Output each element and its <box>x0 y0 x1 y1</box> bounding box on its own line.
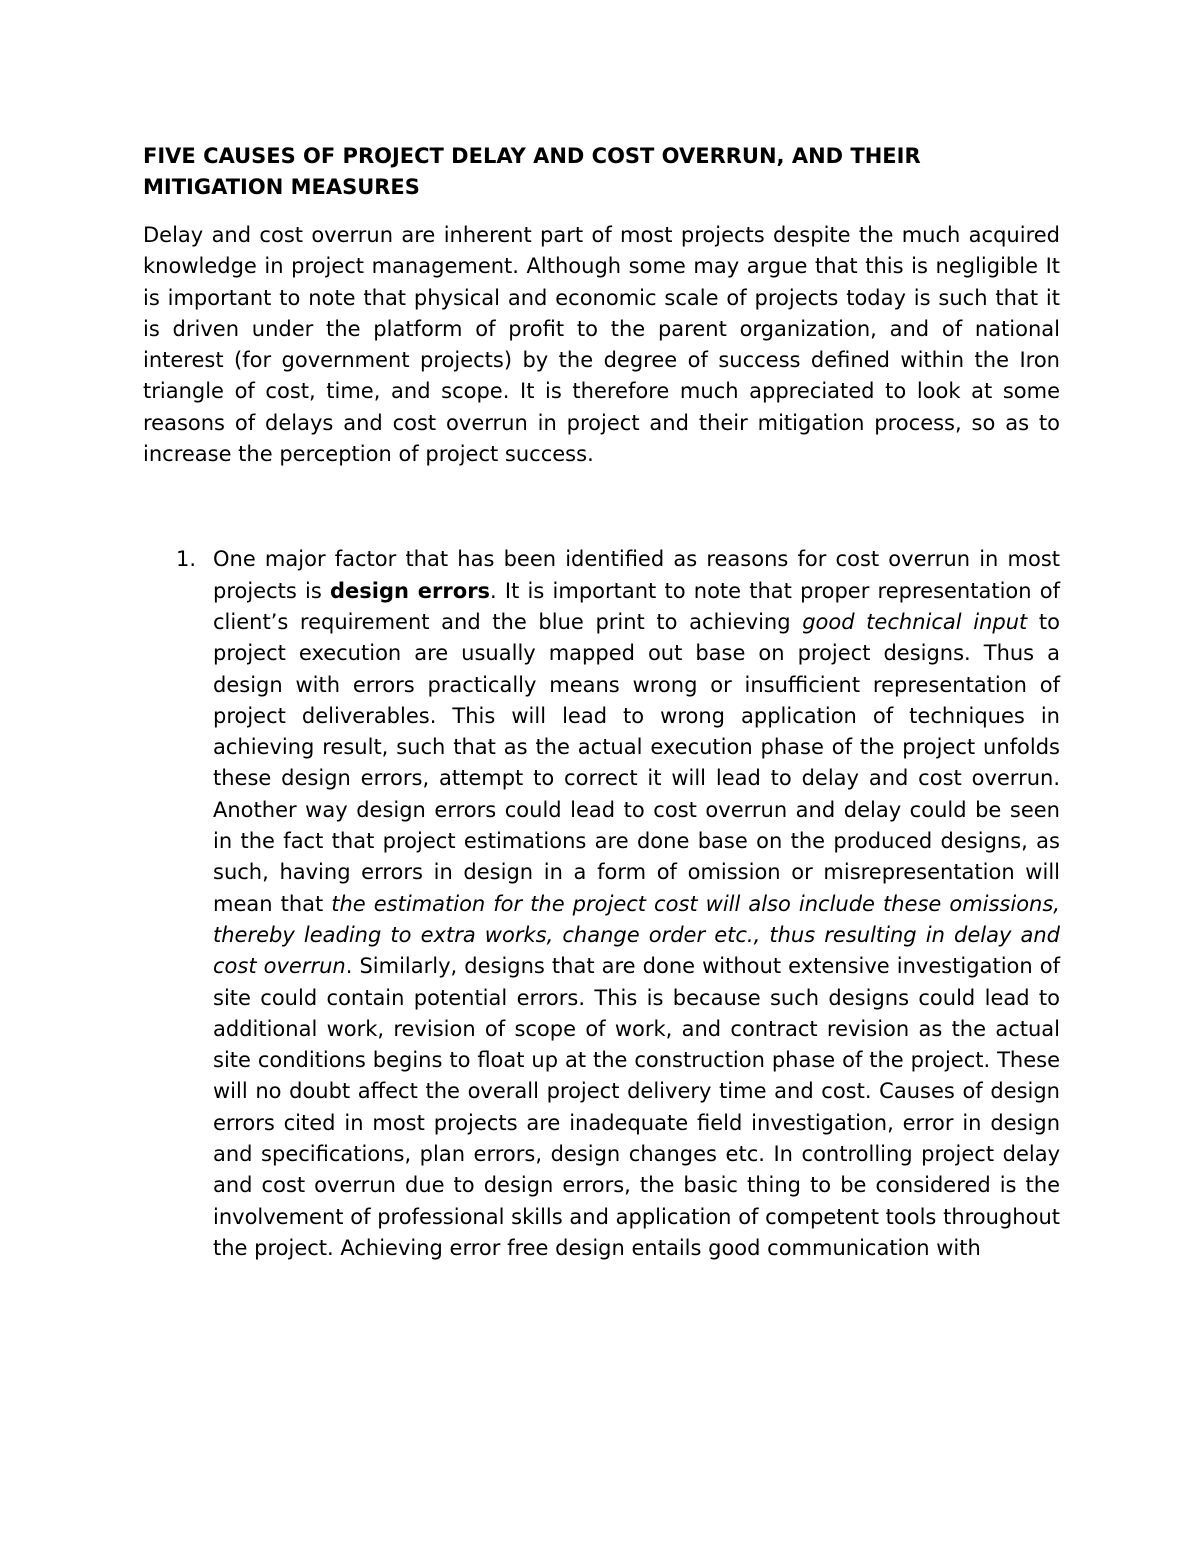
list-item-text: to project execution are usually mapped out base on project designs. Thus a design with errors practically means wrong or insufficient representation of project deliverables. This will lead to wrong application of techniques in achieving result, such that as the actual execution phase of the project unfolds these design errors, attempt to correct it will lead to delay and cost overrun. Another way design errors could lead to cost overrun and delay could be seen in the fact that project estimations are done base on the produced designs, as such, having errors in design in a form of omission or misrepresentation will mean that <box>213 609 1060 916</box>
causes-list <box>143 544 1060 1264</box>
list-item-italic-text: good technical input <box>802 609 1028 634</box>
list-item-italic-text: the estimation for the project cost will also include these omissions, thereby leading to extra works, change order etc., thus resulting in delay and cost overrun <box>213 891 1060 979</box>
list-item-text: One major factor that has been identified as reasons for cost overrun in most projects is <box>213 547 1060 603</box>
list-item-bold-text: design errors <box>330 578 491 603</box>
document-title: FIVE CAUSES OF PROJECT DELAY AND COST OVERRUN, AND THEIR MITIGATION MEASURES <box>143 144 921 199</box>
intro-paragraph: Delay and cost overrun are inherent part of most projects despite the much acquired knowledge in project management. Although some may argue that this is negligible It is important to note that physical and economic scale of projects today is such that it is driven under the platform of profit to the parent organization, and of national interest (for government projects) by the degree of success defined within the Iron triangle of cost, time, and scope. It is therefore much appreciated to look at some reasons of delays and cost overrun in project and their mitigation process, so as to increase the perception of project success. <box>143 223 1060 467</box>
list-item-text: . It is important to note that proper representation of client’s requirement and the blue print to achieving <box>213 578 1061 634</box>
list-item-text: . Similarly, designs that are done without extensive investigation of site could contain potential errors. This is because such designs could lead to additional work, revision of scope of work, and contract revision as the actual site conditions begins to float up at the construction phase of the project. These will no doubt affect the overall project delivery time and cost. Causes of design errors cited in most projects are inadequate field investigation, error in design and specifications, plan errors, design changes etc. In controlling project delay and cost overrun due to design errors, the basic thing to be considered is the involvement of professional skills and application of competent tools throughout the project. Achieving error free design entails good communication with <box>213 954 1061 1260</box>
list-item-number: 1. <box>176 547 197 572</box>
document-page <box>143 141 1060 1264</box>
list-item <box>143 544 1060 1264</box>
